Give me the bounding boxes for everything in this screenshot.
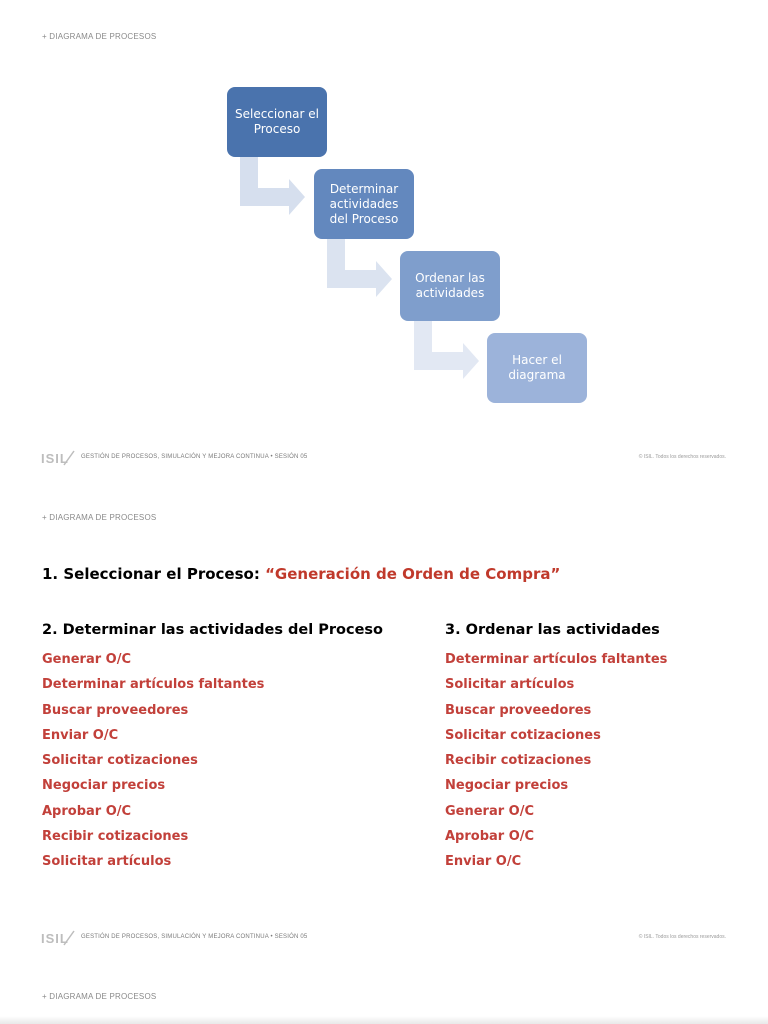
section-label: + DIAGRAMA DE PROCESOS — [42, 992, 157, 1001]
selected-process-name: “Generación de Orden de Compra” — [265, 565, 561, 583]
footer-course-title: GESTIÓN DE PROCESOS, SIMULACIÓN Y MEJORA CONTINUA • SESIÓN 05 — [81, 934, 308, 940]
footer-course-title: GESTIÓN DE PROCESOS, SIMULACIÓN Y MEJORA CONTINUA • SESIÓN 05 — [81, 454, 308, 460]
activities-column — [42, 621, 383, 875]
logo-slash-icon — [62, 929, 76, 947]
step-arrow-3 — [411, 321, 481, 381]
step-arrow-1 — [237, 157, 307, 217]
list-item: Determinar artículos faltantes — [445, 652, 668, 667]
list-item: Recibir cotizaciones — [42, 829, 189, 845]
list-item: Solicitar artículos — [445, 677, 575, 693]
list-item: Generar O/C — [42, 652, 132, 667]
list-item: Determinar artículos faltantes — [42, 677, 265, 693]
section-label: + DIAGRAMA DE PROCESOS — [42, 513, 157, 522]
activities-heading: 2. Determinar las actividades del Proceso — [42, 622, 384, 638]
list-item: Aprobar O/C — [42, 803, 132, 819]
list-item: Negociar precios — [42, 778, 166, 794]
isil-logo: ISIL — [41, 451, 69, 466]
select-process-label: 1. Seleccionar el Proceso: — [42, 565, 260, 583]
list-item: Enviar O/C — [445, 854, 522, 870]
step-determine-activities: Determinar actividades del Proceso — [314, 169, 414, 239]
list-item: Solicitar cotizaciones — [42, 753, 198, 769]
footer-copyright: © ISIL. Todos los derechos reservados. — [638, 934, 726, 940]
isil-logo: ISIL — [41, 931, 69, 946]
select-process-heading — [42, 565, 560, 583]
footer-copyright: © ISIL. Todos los derechos reservados. — [638, 454, 726, 460]
list-item: Buscar proveedores — [42, 702, 189, 718]
ordered-heading: 3. Ordenar las actividades — [445, 622, 660, 638]
ordered-column — [445, 621, 667, 875]
ordered-list — [445, 647, 667, 875]
list-item: Solicitar cotizaciones — [445, 727, 601, 743]
slide-footer — [0, 931, 768, 951]
step-order-activities: Ordenar las actividades — [400, 251, 500, 321]
list-item: Enviar O/C — [42, 727, 119, 743]
step-make-diagram: Hacer el diagrama — [487, 333, 587, 403]
section-label: + DIAGRAMA DE PROCESOS — [42, 32, 157, 41]
logo-slash-icon — [62, 449, 76, 467]
slide-process-content — [0, 484, 768, 966]
list-item: Aprobar O/C — [445, 829, 535, 845]
step-arrow-2 — [324, 239, 394, 299]
list-item: Buscar proveedores — [445, 702, 592, 718]
activities-list — [42, 647, 383, 875]
slide-footer — [0, 451, 768, 471]
list-item: Solicitar artículos — [42, 854, 172, 870]
list-item: Recibir cotizaciones — [445, 753, 592, 769]
list-item: Generar O/C — [445, 803, 535, 819]
page-bottom-shadow — [0, 1016, 768, 1024]
process-diagram — [0, 0, 768, 482]
step-select-process: Seleccionar el Proceso — [227, 87, 327, 157]
slide-process-diagram — [0, 0, 768, 482]
list-item: Negociar precios — [445, 778, 569, 794]
